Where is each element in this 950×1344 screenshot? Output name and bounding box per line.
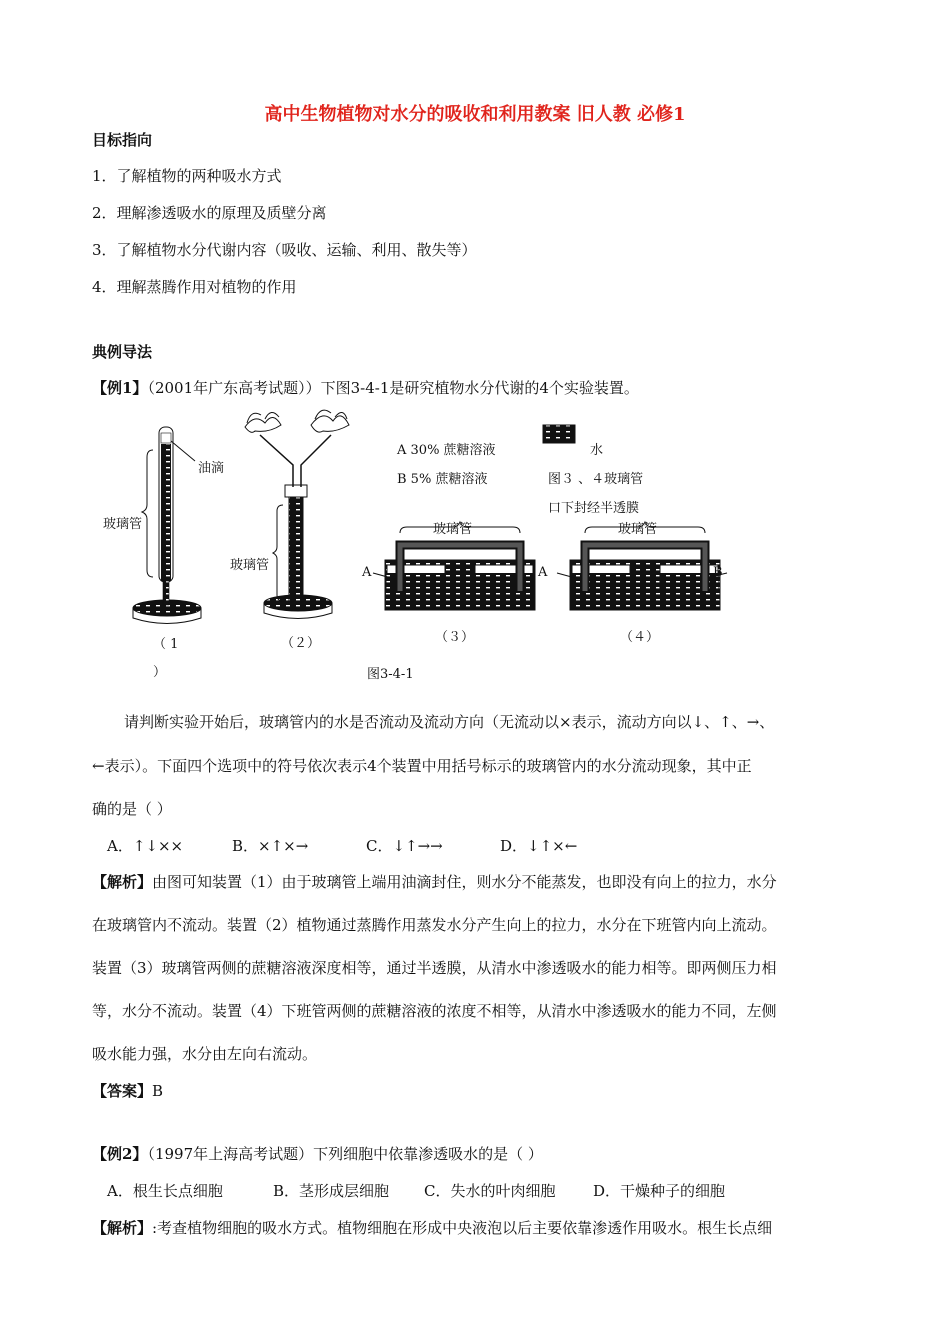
example2-stem <box>92 1144 543 1164</box>
example1-option-c: C．↓↑→→ <box>366 837 443 855</box>
example1-question-line-1: 请判断实验开始后，玻璃管内的水是否流动及流动方向（无流动以×表示，流动方向以↓、↑、→、 <box>124 713 775 731</box>
example1-option-b: B．×↑×→ <box>232 837 309 855</box>
label-glass-tube-3: 玻璃管 <box>433 522 473 537</box>
goals-heading: 目标指向 <box>92 131 153 149</box>
example2-stem-text: （1997年上海高考试题）下列细胞中依靠渗透吸水的是（ ） <box>147 1145 543 1163</box>
example1-analysis-line-4: 等，水分不流动。装置（4）下班管两侧的蔗糖溶液的浓度不相等，从清水中渗透吸水的能力不同，左侧 <box>92 1002 777 1020</box>
legend-water: 水 <box>590 443 604 458</box>
example1-analysis-line-3: 装置（3）玻璃管两侧的蔗糖溶液深度相等，通过半透膜，从清水中渗透吸水的能力相等。即两侧压力相 <box>92 959 777 977</box>
page-title: 高中生物植物对水分的吸收和利用教案 旧人教 必修1 <box>264 104 686 125</box>
note-line-1: 图３ 、４玻璃管 <box>548 472 644 487</box>
label-a-3: A <box>362 565 372 580</box>
example1-analysis-line-5: 吸水能力强，水分由左向右流动。 <box>92 1045 318 1063</box>
example2-analysis-line-1: 【解析】:考查植物细胞的吸水方式。植物细胞在形成中央液泡以后主要依靠渗透作用吸水。根生长点细 <box>92 1219 773 1237</box>
example2-option-a: A．根生长点细胞 <box>107 1182 223 1200</box>
label-glass-tube-1: 玻璃管 <box>103 517 143 532</box>
goal-item-4: 4．理解蒸腾作用对植物的作用 <box>92 278 297 296</box>
caption-4: （４） <box>620 630 660 645</box>
example1-answer-label: 【答案】 <box>92 1082 153 1100</box>
caption-1b: ） <box>153 665 167 680</box>
figure-caption: 图3-4-1 <box>367 667 414 682</box>
legend-b-5-sucrose: B 5% 蔗糖溶液 <box>397 472 488 487</box>
label-oil-drop: 油滴 <box>198 461 225 476</box>
goal-item-3: 3．了解植物水分代谢内容（吸收、运输、利用、散失等） <box>92 241 477 259</box>
water-legend-swatch <box>543 425 575 443</box>
example1-option-d: D．↓↑×← <box>500 837 578 855</box>
label-b-4: B <box>713 565 723 580</box>
example1-stem-text: （2001年广东高考试题））下图3-4-1是研究植物水分代谢的4个实验装置。 <box>147 379 639 397</box>
label-glass-tube-2: 玻璃管 <box>230 558 270 573</box>
apparatus-1 <box>133 427 201 624</box>
goal-item-1: 1．了解植物的两种吸水方式 <box>92 167 282 185</box>
caption-1a: （ 1 <box>153 637 179 652</box>
example2-label: 【例2】 <box>92 1145 148 1163</box>
example1-label: 【例1】 <box>92 379 148 397</box>
example2-option-b: B．茎形成层细胞 <box>273 1182 390 1200</box>
label-a-4: A <box>538 565 548 580</box>
caption-2: （２） <box>281 636 321 651</box>
example1-question-line-2: ←表示）。下面四个选项中的符号依次表示4个装置中用括号标示的玻璃管内的水分流动现象，其中正 <box>92 757 752 775</box>
example1-answer <box>92 1081 163 1101</box>
goal-item-2: 2．理解渗透吸水的原理及质壁分离 <box>92 204 327 222</box>
example2-option-c: C．失水的叶肉细胞 <box>424 1182 556 1200</box>
example2-option-d: D．干燥种子的细胞 <box>593 1182 726 1200</box>
example1-option-a: A．↑↓×× <box>107 837 184 855</box>
example1-analysis-line-1: 【解析】由图可知装置（1）由于玻璃管上端用油滴封住，则水分不能蒸发，也即没有向上的拉力，水分 <box>92 873 777 891</box>
figure-3-4-1 <box>95 405 735 690</box>
note-line-2: 口下封经半透膜 <box>548 501 640 516</box>
example1-question-line-3: 确的是（ ） <box>92 800 172 818</box>
examples-heading: 典例导法 <box>92 343 153 361</box>
example1-answer-value: B <box>152 1082 164 1100</box>
label-glass-tube-4: 玻璃管 <box>618 522 658 537</box>
example1-analysis-line-2: 在玻璃管内不流动。装置（2）植物通过蒸腾作用蒸发水分产生向上的拉力，水分在下班管内向上流动。 <box>92 916 777 934</box>
legend-a-30-sucrose: A 30% 蔗糖溶液 <box>397 443 496 458</box>
example1-stem <box>92 378 639 398</box>
caption-3: （３） <box>435 630 475 645</box>
example2-analysis-label: 【解析】 <box>92 1219 153 1237</box>
apparatus-2 <box>245 410 349 618</box>
example1-analysis-label: 【解析】 <box>92 873 153 891</box>
